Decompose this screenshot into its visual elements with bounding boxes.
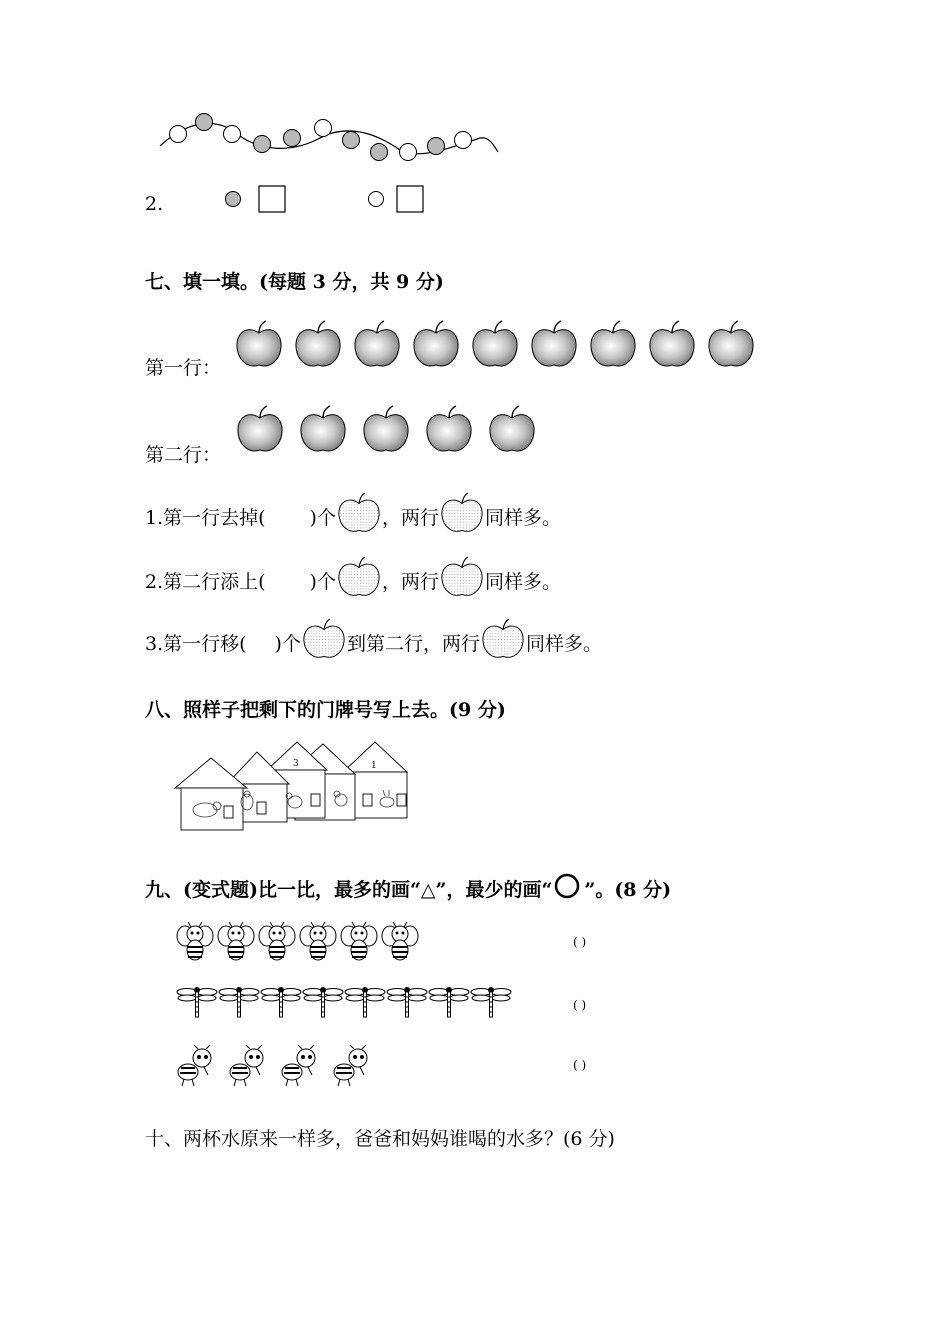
- bead-gray: [428, 138, 445, 155]
- apple-icon: [648, 320, 696, 370]
- bead-gray: [254, 136, 271, 153]
- bead-white: [400, 144, 417, 161]
- section-8-heading: 八、照样子把剩下的门牌号写上去。(9 分): [145, 699, 506, 721]
- question-suffix: 同样多。: [525, 633, 602, 655]
- apple-icon: [471, 320, 519, 370]
- question-unit: )个: [309, 507, 336, 529]
- apple-icon: [589, 320, 637, 370]
- section-9-heading-tail: ”。(8 分): [584, 879, 672, 901]
- section-9-heading-text: 九、(变式题)比一比，最多的画“△”，最少的画“: [145, 879, 553, 901]
- apple-icon: [336, 556, 382, 600]
- apple-icon: [425, 405, 473, 455]
- section-7-heading: 七、填一填。(每题 3 分，共 9 分): [145, 271, 444, 293]
- apple-icon: [439, 492, 485, 536]
- question-suffix: 同样多。: [484, 507, 561, 529]
- question-middle: 到第二行，两行: [346, 633, 480, 655]
- bead-gray: [196, 114, 213, 131]
- row1-label: 第一行：: [145, 357, 222, 379]
- bee-icon: [299, 922, 337, 966]
- apple-icon: [236, 405, 284, 455]
- question-middle: ，两行: [381, 571, 439, 593]
- answer-parentheses[interactable]: ( ): [573, 998, 587, 1012]
- question-line: [145, 556, 561, 600]
- dragonfly-icon: [344, 985, 386, 1023]
- apple-icon: [530, 320, 578, 370]
- dragonfly-icon: [386, 985, 428, 1023]
- bee-icon: [176, 922, 214, 966]
- ant-icon: [228, 1045, 268, 1091]
- question-unit: )个: [309, 571, 336, 593]
- ant-icon: [280, 1045, 320, 1091]
- answer-box: [397, 186, 423, 212]
- circle-symbol-icon: [554, 874, 584, 900]
- question-middle: ，两行: [381, 507, 439, 529]
- apple-icon: [439, 556, 485, 600]
- item-2-label: 2.: [145, 193, 164, 215]
- bee-icon: [217, 922, 255, 966]
- apple-icon: [299, 405, 347, 455]
- question-suffix: 同样多。: [484, 571, 561, 593]
- bead-white-icon: [369, 192, 384, 207]
- section-9-heading: [145, 874, 671, 902]
- bee-icon: [340, 922, 378, 966]
- row2-apples: [236, 405, 556, 459]
- bead-white: [455, 132, 472, 149]
- answer-box: [259, 186, 285, 212]
- bead-gray: [343, 132, 360, 149]
- apple-icon: [336, 492, 382, 536]
- dragonfly-icon: [428, 985, 470, 1023]
- row1-apples: [235, 320, 765, 374]
- section-10-heading: 十、两杯水原来一样多，爸爸和妈妈谁喝的水多？(6 分): [145, 1128, 615, 1150]
- question-prefix: 1.第一行去掉(: [145, 507, 266, 529]
- question-prefix: 2.第二行添上(: [145, 571, 266, 593]
- bead-white: [224, 126, 241, 143]
- house-number: 1: [371, 761, 377, 771]
- dragonfly-icon: [176, 985, 218, 1023]
- question-line: [145, 618, 602, 662]
- question-unit: )个: [274, 633, 301, 655]
- apple-icon: [480, 618, 526, 662]
- ant-icon: [332, 1045, 372, 1091]
- dragonfly-icon: [260, 985, 302, 1023]
- ant-icon: [176, 1045, 216, 1091]
- apple-icon: [707, 320, 755, 370]
- houses-figure: [175, 740, 440, 835]
- dragonfly-icon: [302, 985, 344, 1023]
- bead-gray-icon: [226, 192, 241, 207]
- bead-gray: [371, 144, 388, 161]
- answer-parentheses[interactable]: ( ): [573, 1058, 587, 1072]
- item-2-answer-row: [222, 183, 432, 215]
- apple-icon: [412, 320, 460, 370]
- apple-icon: [235, 320, 283, 370]
- bead-gray: [284, 130, 301, 147]
- dragonfly-icon: [218, 985, 260, 1023]
- question-line: [145, 492, 561, 536]
- bee-icon: [381, 922, 419, 966]
- bead-white: [170, 126, 187, 143]
- apple-icon: [488, 405, 536, 455]
- apple-icon: [294, 320, 342, 370]
- answer-parentheses[interactable]: ( ): [573, 935, 587, 949]
- bead-string-figure: [150, 108, 510, 168]
- dragonfly-icon: [470, 985, 512, 1023]
- apple-icon: [301, 618, 347, 662]
- row2-label: 第二行：: [145, 444, 222, 466]
- bead-white: [315, 120, 332, 137]
- apple-icon: [362, 405, 410, 455]
- house-number: 3: [293, 759, 299, 769]
- bee-icon: [258, 922, 296, 966]
- apple-icon: [353, 320, 401, 370]
- question-prefix: 3.第一行移(: [145, 633, 247, 655]
